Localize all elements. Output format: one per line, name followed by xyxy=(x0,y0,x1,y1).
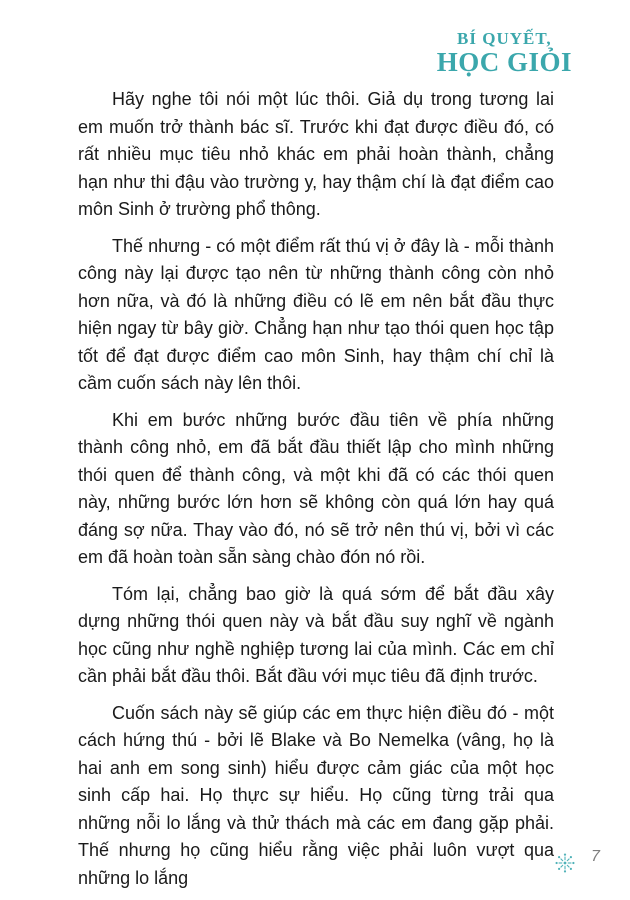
page-number: 7 xyxy=(591,848,600,865)
page-body-text xyxy=(78,86,554,900)
paragraph: Khi em bước những bước đầu tiên về phía những thành công nhỏ, em đã bắt đầu thiết lập cho mình những thói quen để thành công, và một khi đã có các thói quen này, những bước lớn hơn sẽ không còn quá lớn hay quá đáng sợ nữa. Thay vào đó, nó sẽ trở nên thú vị, bởi vì các em đã hoàn toàn sẵn sàng chào đón nó rồi. xyxy=(78,409,554,567)
paragraph: Cuốn sách này sẽ giúp các em thực hiện điều đó - một cách hứng thú - bởi lẽ Blake và Bo Nemelka (vâng, họ là hai anh em song sinh) hiểu được cảm giác của một học sinh cấp hai. Họ thực sự hiểu. Họ cũng từng trải qua những nỗi lo lắng và thử thách mà các em đang gặp phải. Thế nhưng họ cũng hiểu rằng việc phải luôn vượt qua những lo lắng xyxy=(78,702,554,888)
sparkle-snowflake-icon xyxy=(552,850,578,876)
book-brand-logo xyxy=(437,30,572,76)
paragraph: Tóm lại, chẳng bao giờ là quá sớm để bắt đầu xây dựng những thói quen này và bắt đầu suy nghĩ về ngành học cũng như nghề nghiệp tương lai của mình. Các em chỉ cần phải bắt đầu thôi. Bắt đầu với mục tiêu đã định trước. xyxy=(78,583,554,686)
brand-title-line2: HỌC GIỎI xyxy=(436,47,572,77)
paragraph: Hãy nghe tôi nói một lúc thôi. Giả dụ trong tương lai em muốn trở thành bác sĩ. Trước khi đạt được điều đó, có rất nhiều mục tiêu nhỏ khác em phải hoàn thành, chẳng hạn như thi đậu vào trường y, hay thậm chí là đạt điểm cao môn Sinh ở trường phổ thông. xyxy=(78,89,554,219)
brand-title-line1: BÍ QUYẾT, xyxy=(457,29,552,48)
paragraph: Thế nhưng - có một điểm rất thú vị ở đây là - mỗi thành công này lại được tạo nên từ những thành công còn nhỏ hơn nữa, và đó là những điều có lẽ em nên bắt đầu thực hiện ngay từ bây giờ. Chẳng hạn như tạo thói quen học tập tốt để đạt được điểm cao môn Sinh, hay thậm chí chỉ là cầm cuốn sách này lên thôi. xyxy=(78,235,554,393)
